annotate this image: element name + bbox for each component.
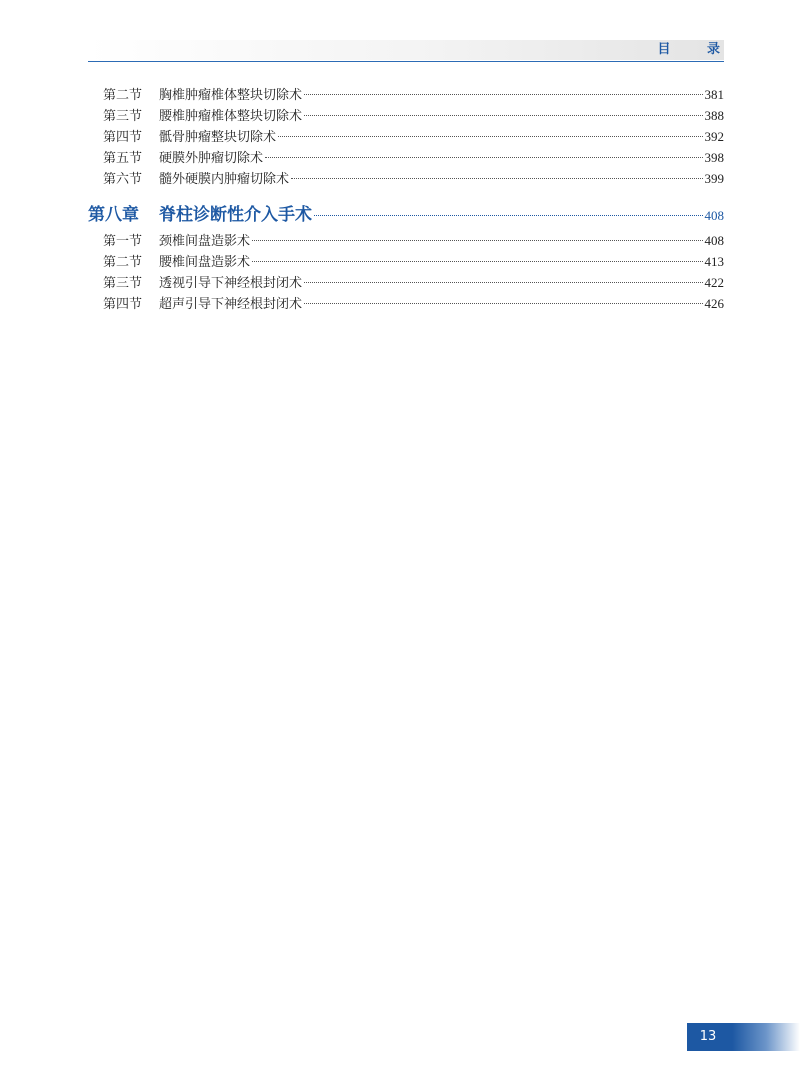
section-label: 第四节: [103, 130, 143, 145]
running-header-title: 目 录: [657, 42, 736, 57]
toc-entry-row[interactable]: [103, 168, 724, 189]
toc-chapter-row[interactable]: [88, 203, 724, 227]
section-page-number: 381: [704, 87, 724, 102]
toc-entry-row[interactable]: [103, 272, 724, 293]
section-page-number: 422: [704, 275, 724, 290]
section-page-number: 388: [704, 108, 724, 123]
section-title: 腰椎肿瘤椎体整块切除术: [159, 109, 303, 124]
section-title: 髓外硬膜内肿瘤切除术: [159, 172, 290, 187]
table-of-contents: [88, 84, 724, 314]
section-title: 骶骨肿瘤整块切除术: [159, 130, 277, 145]
dot-leader: [278, 136, 702, 137]
section-title: 颈椎间盘造影术: [159, 234, 251, 249]
dot-leader: [314, 215, 703, 216]
toc-entry-row[interactable]: [103, 147, 724, 168]
section-label: 第一节: [103, 234, 143, 249]
section-page-number: 408: [704, 233, 724, 248]
dot-leader: [252, 261, 702, 262]
section-label: 第三节: [103, 276, 143, 291]
chapter-title: 脊柱诊断性介入手术: [159, 205, 312, 225]
dot-leader: [265, 157, 702, 158]
toc-entry-row[interactable]: [103, 293, 724, 314]
section-title: 透视引导下神经根封闭术: [159, 276, 303, 291]
toc-section-group-top: [103, 84, 724, 189]
dot-leader: [304, 94, 702, 95]
page-number: 13: [699, 1029, 717, 1044]
section-title: 胸椎肿瘤椎体整块切除术: [159, 88, 303, 103]
section-label: 第二节: [103, 255, 143, 270]
chapter-page-number: 408: [704, 208, 724, 223]
dot-leader: [252, 240, 702, 241]
header-band: [88, 40, 724, 60]
header-rule: [88, 61, 724, 62]
toc-entry-row[interactable]: [103, 84, 724, 105]
section-label: 第二节: [103, 88, 143, 103]
toc-entry-row[interactable]: [103, 230, 724, 251]
dot-leader: [304, 115, 702, 116]
dot-leader: [304, 282, 702, 283]
toc-entry-row[interactable]: [103, 105, 724, 126]
section-page-number: 413: [704, 254, 724, 269]
section-page-number: 426: [704, 296, 724, 311]
dot-leader: [304, 303, 702, 304]
section-label: 第四节: [103, 297, 143, 312]
toc-entry-row[interactable]: [103, 126, 724, 147]
section-page-number: 398: [704, 150, 724, 165]
section-page-number: 392: [704, 129, 724, 144]
section-title: 超声引导下神经根封闭术: [159, 297, 303, 312]
section-label: 第三节: [103, 109, 143, 124]
section-title: 硬膜外肿瘤切除术: [159, 151, 264, 166]
section-title: 腰椎间盘造影术: [159, 255, 251, 270]
section-label: 第六节: [103, 172, 143, 187]
dot-leader: [291, 178, 702, 179]
section-page-number: 399: [704, 171, 724, 186]
toc-section-group-bottom: [103, 230, 724, 314]
section-label: 第五节: [103, 151, 143, 166]
chapter-label: 第八章: [88, 205, 139, 225]
toc-entry-row[interactable]: [103, 251, 724, 272]
